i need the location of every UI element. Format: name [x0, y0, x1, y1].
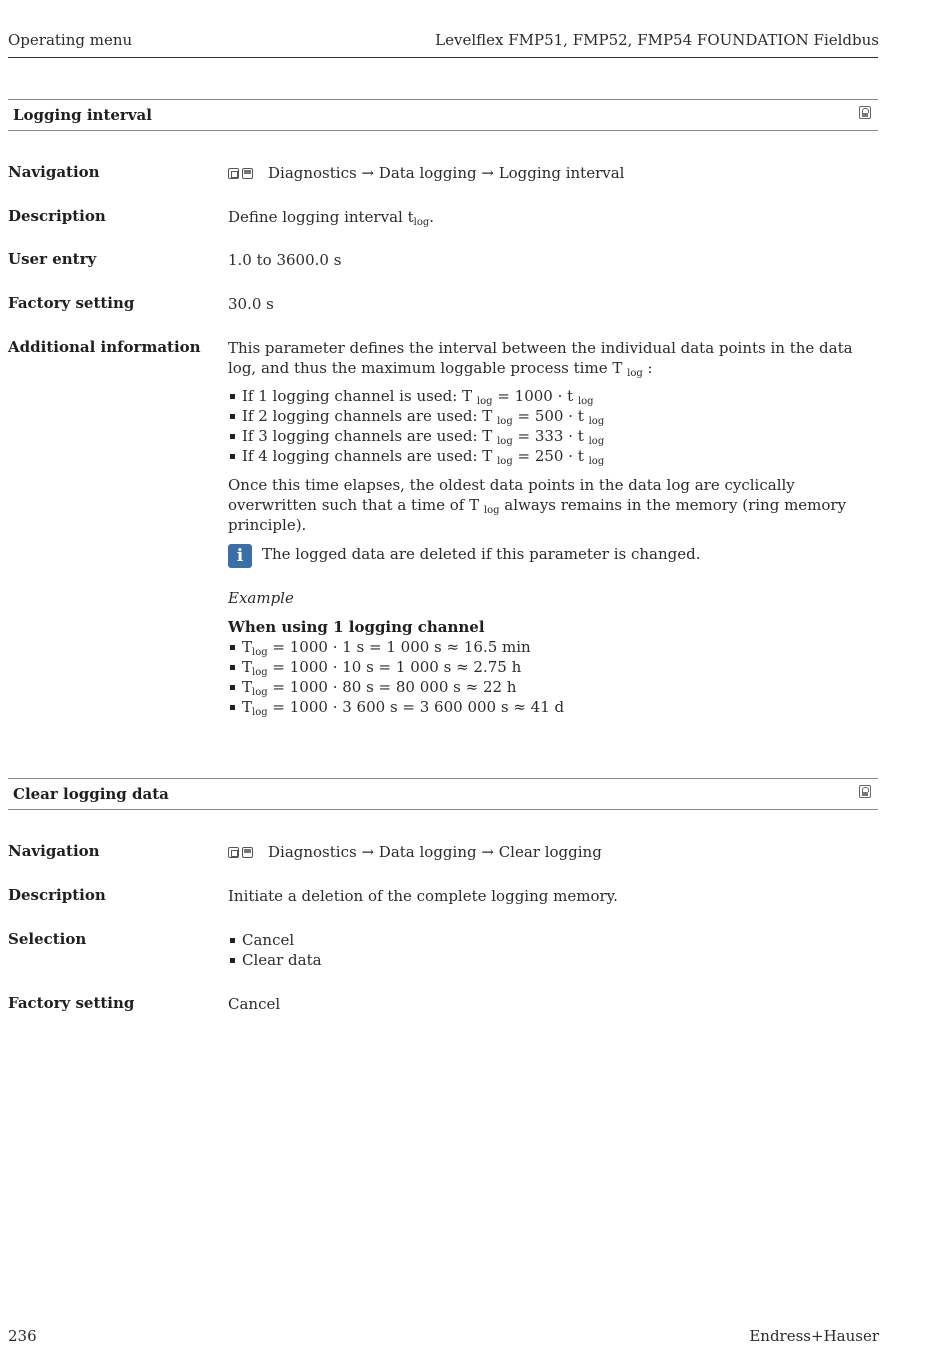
list-item: If 2 logging channels are used: T $_{log}$ = 500 · t $_{log}$ [228, 406, 883, 426]
display-icon [242, 168, 253, 179]
description-label: Description [8, 886, 106, 904]
navigation-path: Diagnostics → Data logging → Logging interval [268, 164, 625, 182]
subscript: log [413, 217, 430, 228]
selection-label: Selection [8, 930, 87, 948]
channel-list [228, 386, 883, 466]
additional-information-label: Additional information [8, 338, 201, 356]
user-entry-label: User entry [8, 250, 97, 268]
keypad-icon [228, 843, 256, 863]
example-title: Example [228, 589, 294, 607]
navigation-label: Navigation [8, 842, 100, 860]
example-list [228, 637, 883, 717]
brand-name: Endress+Hauser [749, 1327, 879, 1345]
factory-setting-label: Factory setting [8, 994, 135, 1012]
selection-value [228, 930, 883, 970]
section-header-clear-logging-data [8, 778, 878, 810]
description-label: Description [8, 207, 106, 225]
list-item: $T_{log} = 1000 \cdot 80$ s = 80 000 s ≈ 22 h [228, 677, 883, 697]
description-value: Initiate a deletion of the complete logging memory. [228, 887, 618, 905]
list-item: $T_{log} = 1000 \cdot 3$ 600 s = 3 600 000 s ≈ 41 d [228, 697, 883, 717]
operating-key-icon [228, 168, 239, 179]
section-title: Clear logging data [13, 785, 169, 803]
example-heading: When using 1 logging channel [228, 618, 485, 636]
list-item: Clear data [228, 950, 883, 970]
info-icon: i [228, 544, 252, 568]
lock-icon [859, 785, 871, 798]
factory-setting-value: Cancel [228, 995, 281, 1013]
lock-icon [859, 106, 871, 119]
note [228, 544, 883, 564]
navigation-label: Navigation [8, 163, 100, 181]
description-value: Define logging interval $t_{log}$. [228, 208, 435, 228]
navigation-path: Diagnostics → Data logging → Clear logging [268, 843, 602, 861]
additional-paragraph-1: This parameter defines the interval between the individual data points in the data log, and thus the maximum loggable process time T $_{log}$ : [228, 339, 853, 379]
selection-list [228, 930, 883, 970]
navigation-value [228, 842, 883, 863]
list-item: If 3 logging channels are used: T $_{log}$ = 333 · t $_{log}$ [228, 426, 883, 446]
header-divider [8, 57, 878, 58]
keypad-icon [228, 164, 256, 184]
note-text: The logged data are deleted if this parameter is changed. [262, 545, 701, 563]
running-header-left: Operating menu [8, 31, 133, 49]
list-item: $T_{log} = 1000 \cdot 10$ s = 1 000 s ≈ 2.75 h [228, 657, 883, 677]
factory-setting-value: 30.0 s [228, 295, 274, 313]
running-header-right: Levelflex FMP51, FMP52, FMP54 FOUNDATION Fieldbus [435, 31, 879, 49]
list-item: If 4 logging channels are used: T $_{log}$ = 250 · t $_{log}$ [228, 446, 883, 466]
display-icon [242, 847, 253, 858]
list-item: If 1 logging channel is used: T $_{log}$ = 1000 · t $_{log}$ [228, 386, 883, 406]
list-item: $T_{log} = 1000 \cdot 1$ s = 1 000 s ≈ 16.5 min [228, 637, 883, 657]
page-number: 236 [8, 1327, 37, 1345]
operating-key-icon [228, 847, 239, 858]
additional-information-value [228, 338, 883, 717]
section-title: Logging interval [13, 106, 152, 124]
navigation-value [228, 163, 883, 184]
user-entry-value: 1.0 to 3600.0 s [228, 251, 342, 269]
description-text: Define logging interval t [228, 208, 414, 226]
factory-setting-label: Factory setting [8, 294, 135, 312]
list-item: Cancel [228, 930, 883, 950]
section-header-logging-interval [8, 99, 878, 131]
additional-paragraph-2: Once this time elapses, the oldest data points in the data log are cyclically overwritten such that a time of T $_{log}$ always remains in the memory (ring memory principle). [228, 476, 847, 534]
